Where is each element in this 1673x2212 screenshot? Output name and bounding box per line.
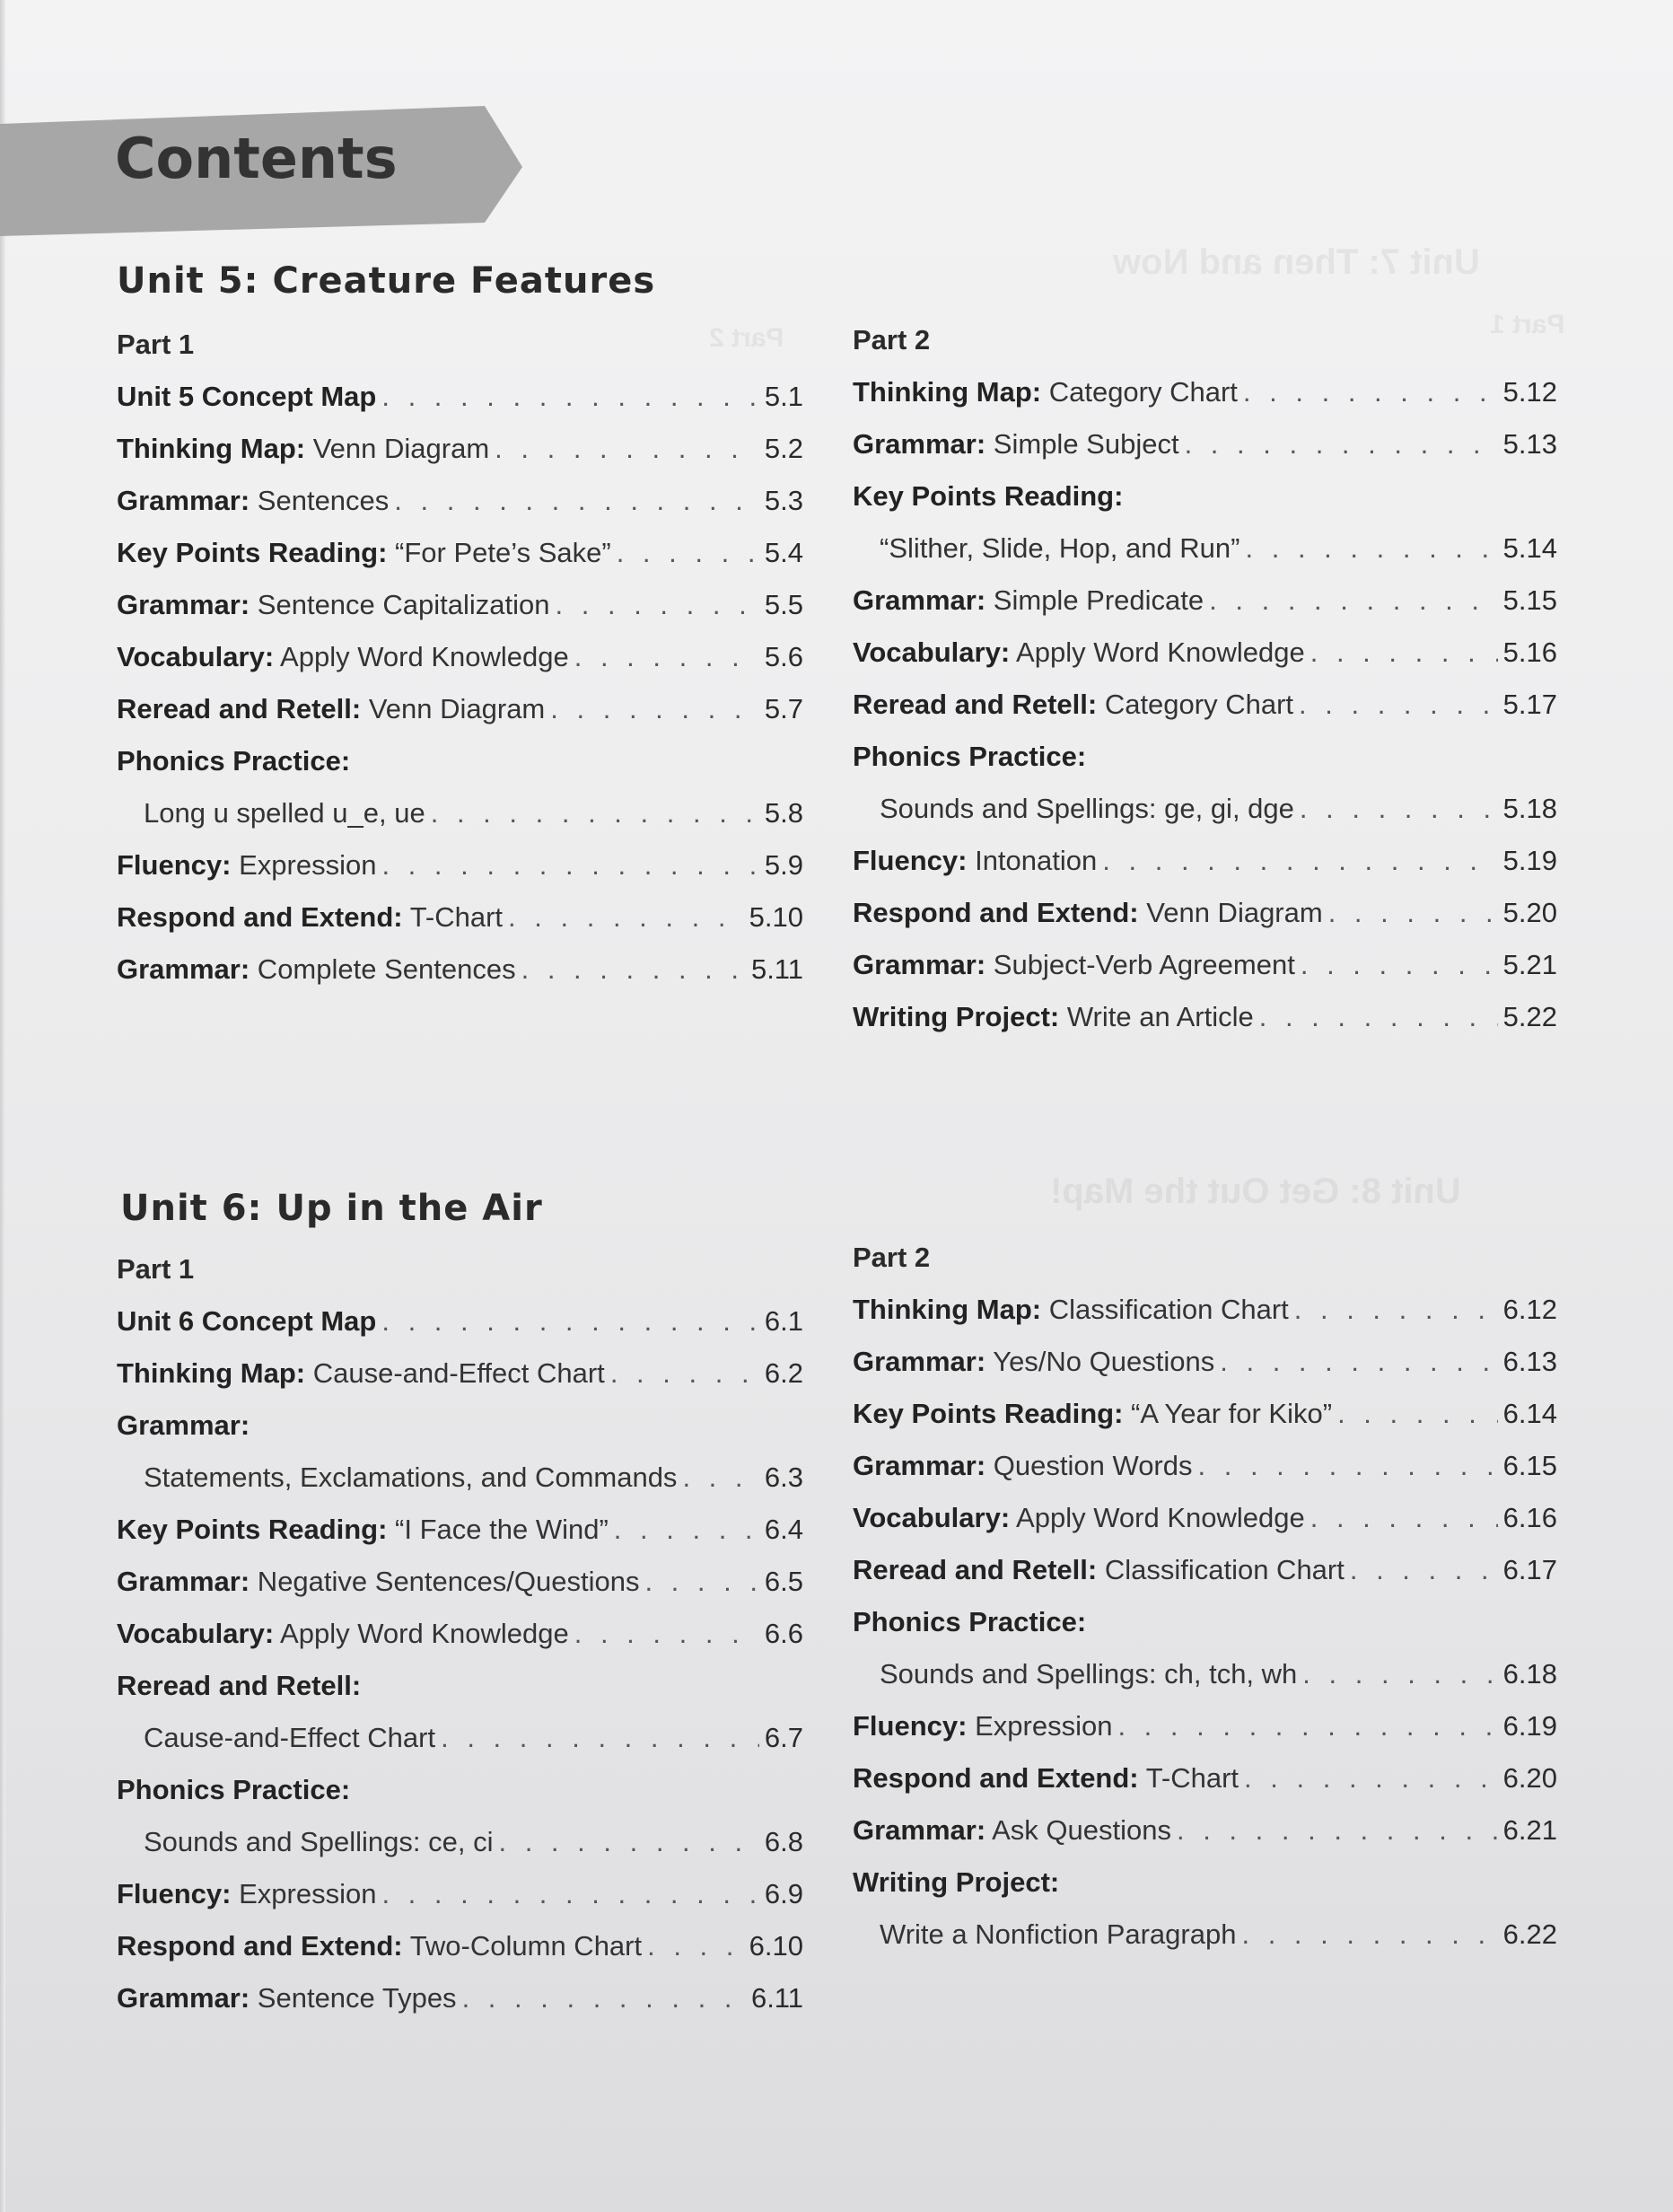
show-through-part2: Part 2: [709, 323, 784, 353]
toc-entry-title: [117, 1608, 569, 1660]
page-number: 5.18: [1502, 793, 1557, 824]
dot-leader: [462, 1972, 746, 2024]
page-number: 6.22: [1502, 1918, 1557, 1950]
toc-entry[interactable]: [853, 887, 1557, 939]
toc-entry[interactable]: [117, 475, 803, 527]
page-number: 6.6: [764, 1618, 803, 1649]
dot-leader: [381, 839, 758, 891]
page-number: 5.1: [764, 381, 803, 412]
toc-entry-subtitle: Apply Word Knowledge: [274, 641, 569, 672]
toc-entry[interactable]: [853, 1544, 1557, 1596]
toc-entry-category: Grammar:: [117, 1566, 250, 1597]
toc-entry[interactable]: [853, 679, 1557, 731]
toc-entry[interactable]: [853, 1492, 1557, 1544]
toc-entry[interactable]: [853, 1284, 1557, 1336]
toc-entry-category: Reread and Retell:: [853, 1554, 1098, 1585]
toc-entry-title: [853, 939, 1295, 991]
show-through-part1: Part 1: [1490, 310, 1565, 339]
toc-entry[interactable]: [853, 1336, 1557, 1388]
dot-leader: [1299, 679, 1498, 731]
toc-entry[interactable]: [117, 631, 803, 683]
page-number: 6.16: [1502, 1502, 1557, 1533]
toc-entry-category: Reread and Retell:: [117, 1670, 362, 1701]
toc-entry-category: Thinking Map:: [853, 1294, 1042, 1325]
unit-6-part-2: [853, 1232, 1557, 1961]
toc-entry-category: Grammar:: [117, 953, 250, 985]
toc-entry[interactable]: [117, 423, 803, 475]
toc-entry-title: [117, 1504, 609, 1556]
dot-leader: [1102, 835, 1497, 887]
page-number: 5.5: [764, 589, 803, 620]
toc-entry[interactable]: [117, 1868, 803, 1920]
dot-leader: [495, 423, 759, 475]
toc-entry-subtitle: Venn Diagram: [361, 693, 546, 724]
toc-entry[interactable]: [117, 1295, 803, 1347]
toc-entry-category: Thinking Map:: [117, 1357, 306, 1389]
unit-5-title: Unit 5: Creature Features: [117, 260, 656, 302]
toc-entry-subtitle: Expression: [231, 1878, 377, 1909]
dot-leader: [1198, 1440, 1498, 1492]
toc-entry: [853, 1856, 1557, 1909]
dot-leader: [1302, 1648, 1497, 1700]
dot-leader: [1185, 418, 1498, 470]
toc-entry-subtitle: Sentence Types: [250, 1982, 457, 2014]
toc-entry[interactable]: [117, 787, 803, 839]
toc-entry-category: Grammar:: [853, 428, 986, 460]
toc-entry[interactable]: [853, 418, 1557, 470]
dot-leader: [498, 1816, 758, 1868]
toc-entry-subtitle: Intonation: [967, 845, 1098, 876]
toc-entry[interactable]: [117, 1452, 803, 1504]
toc-entry[interactable]: [853, 1388, 1557, 1440]
toc-entry-category: Respond and Extend:: [853, 1762, 1139, 1794]
toc-entry-category: Vocabulary:: [117, 1618, 275, 1649]
dot-leader: [431, 787, 759, 839]
unit-6-part-1: [117, 1243, 803, 2024]
toc-entry[interactable]: [117, 579, 803, 631]
dot-leader: [1350, 1544, 1498, 1596]
page-number: 6.21: [1502, 1814, 1557, 1846]
dot-leader: [1220, 1336, 1497, 1388]
part-label: Part 1: [117, 1253, 195, 1285]
toc-entry-title: [853, 731, 1086, 783]
part-label: Part 1: [117, 329, 195, 360]
page-number: 6.3: [764, 1462, 803, 1493]
page-number: 5.15: [1502, 584, 1557, 616]
page-number: 6.12: [1502, 1294, 1557, 1325]
toc-entry-title: [117, 944, 516, 996]
page-number: 6.9: [764, 1878, 803, 1909]
page-number: 5.7: [764, 693, 803, 724]
toc-entry-title: [853, 1336, 1214, 1388]
toc-entry-subtitle: “For Pete’s Sake”: [387, 537, 611, 568]
page-number: 6.8: [764, 1826, 803, 1857]
toc-entry-category: Grammar:: [853, 949, 986, 980]
toc-entry-title: [853, 1388, 1332, 1440]
toc-entry: [853, 470, 1557, 522]
dot-leader: [682, 1452, 758, 1504]
dot-leader: [617, 527, 759, 579]
toc-entry-category: Respond and Extend:: [853, 897, 1139, 928]
toc-entry: [117, 1660, 803, 1712]
page-number: 5.14: [1502, 532, 1557, 564]
toc-entry-category: Thinking Map:: [117, 433, 306, 464]
dot-leader: [1209, 575, 1498, 627]
toc-entry-category: Key Points Reading:: [117, 537, 388, 568]
show-through-unit8-title: Unit 8: Get Out the Map!: [1050, 1172, 1461, 1211]
dot-leader: [381, 1868, 758, 1920]
toc-entry-category: Phonics Practice:: [853, 741, 1087, 772]
toc-entry-category: Grammar:: [117, 1982, 250, 2014]
page-number: 5.2: [764, 433, 803, 464]
toc-entry-title: [117, 1452, 677, 1504]
toc-entry-subtitle: Two-Column Chart: [402, 1930, 643, 1962]
toc-entry[interactable]: [117, 1504, 803, 1556]
dot-leader: [1244, 1752, 1498, 1804]
dot-leader: [550, 683, 759, 735]
toc-entry-category: Key Points Reading:: [117, 1514, 388, 1545]
toc-entry-category: Fluency:: [117, 1878, 232, 1909]
toc-entry-category: Fluency:: [117, 849, 232, 881]
dot-leader: [574, 1608, 759, 1660]
page-number: 6.11: [750, 1982, 803, 2014]
toc-entry-title: [853, 366, 1238, 418]
dot-leader: [1259, 991, 1498, 1043]
toc-entry[interactable]: [117, 1816, 803, 1868]
toc-entry-title: [117, 891, 503, 944]
toc-entry-subtitle: Sentence Capitalization: [250, 589, 550, 620]
toc-entry-subtitle: Expression: [967, 1710, 1113, 1742]
unit-6-title: Unit 6: Up in the Air: [120, 1188, 543, 1229]
page-number: 5.12: [1502, 376, 1557, 408]
toc-entry-category: Grammar:: [853, 1346, 986, 1377]
toc-entry-category: Reread and Retell:: [853, 689, 1098, 720]
page-edge: [0, 0, 5, 2212]
toc-entry-title: [117, 423, 489, 475]
toc-entry-title: [117, 1816, 493, 1868]
toc-entry[interactable]: [853, 522, 1557, 575]
toc-entry-title: [853, 835, 1097, 887]
toc-entry-title: [117, 527, 611, 579]
dot-leader: [1300, 783, 1498, 835]
page-number: 5.10: [749, 901, 803, 933]
page-number: 5.8: [764, 797, 803, 829]
toc-entry-category: Phonics Practice:: [853, 1606, 1087, 1637]
part-label: Part 2: [853, 1242, 931, 1273]
dot-leader: [441, 1712, 759, 1764]
page-number: 5.22: [1502, 1001, 1557, 1032]
toc-entry[interactable]: [117, 527, 803, 579]
toc-entry-title: [853, 522, 1240, 575]
toc-entry-title: [117, 1400, 250, 1452]
toc-entry-category: Respond and Extend:: [117, 1930, 403, 1962]
toc-entry-title: [853, 1596, 1086, 1648]
page-number: 5.3: [764, 485, 803, 516]
toc-entry-subtitle: Yes/No Questions: [985, 1346, 1215, 1377]
toc-entry[interactable]: [853, 575, 1557, 627]
toc-entry-title: [853, 991, 1254, 1043]
toc-entry-title: [853, 1804, 1171, 1856]
toc-entry-subtitle: Apply Word Knowledge: [1010, 636, 1305, 668]
toc-entry-subtitle: Venn Diagram: [305, 433, 490, 464]
toc-entry-title: [853, 1856, 1059, 1909]
toc-entry-title: [117, 1556, 639, 1608]
toc-entry-title: [853, 783, 1294, 835]
toc-entry-title: [853, 418, 1179, 470]
toc-entry[interactable]: [117, 944, 803, 996]
toc-entry-title: [117, 787, 425, 839]
toc-entry-title: [853, 1284, 1289, 1336]
dot-leader: [1241, 1909, 1497, 1961]
dot-leader: [647, 1920, 744, 1972]
dot-leader: [381, 1295, 759, 1347]
dot-leader: [556, 579, 759, 631]
toc-entry-title: [853, 627, 1305, 679]
toc-entry[interactable]: [853, 1648, 1557, 1700]
toc-entry-category: Unit 5 Concept Map: [117, 381, 377, 412]
toc-entry-subtitle: T-Chart: [402, 901, 504, 933]
toc-entry-subtitle: Question Words: [985, 1450, 1193, 1481]
page-number: 6.15: [1502, 1450, 1557, 1481]
unit-5-part-1: [117, 319, 803, 996]
page-number: 6.1: [764, 1305, 803, 1337]
toc-entry[interactable]: [853, 939, 1557, 991]
toc-entry-category: Vocabulary:: [117, 641, 275, 672]
dot-leader: [1117, 1700, 1497, 1752]
toc-entry-category: Respond and Extend:: [117, 901, 403, 933]
toc-entry-subtitle: Sentences: [250, 485, 390, 516]
show-through-unit7-title: Unit 7: Then and Now: [1113, 242, 1480, 282]
unit-5-part-2: [853, 314, 1557, 1043]
toc-entry-category: Grammar:: [853, 1450, 986, 1481]
dot-leader: [1337, 1388, 1498, 1440]
toc-entry-subtitle: Cause-and-Effect Chart: [305, 1357, 605, 1389]
toc-entry-category: Grammar:: [853, 1814, 986, 1846]
page-number: 6.4: [764, 1514, 803, 1545]
toc-entry-category: Phonics Practice:: [117, 745, 351, 777]
toc-entry-category: Writing Project:: [853, 1866, 1060, 1898]
toc-entry-category: Vocabulary:: [853, 1502, 1011, 1533]
toc-entry-title: [117, 1920, 642, 1972]
toc-entry-category: Grammar:: [117, 1409, 250, 1441]
page-number: 5.21: [1502, 949, 1557, 980]
toc-entry[interactable]: [853, 783, 1557, 835]
toc-entry-title: [117, 735, 350, 787]
toc-entry-subtitle: Classification Chart: [1041, 1294, 1289, 1325]
toc-entry[interactable]: [117, 1712, 803, 1764]
toc-entry-title: [853, 1909, 1236, 1961]
dot-leader: [614, 1504, 759, 1556]
page-number: 5.11: [750, 953, 803, 985]
toc-entry-subtitle: Sounds and Spellings: ce, ci: [144, 1826, 494, 1857]
toc-entry-category: Reread and Retell:: [117, 693, 362, 724]
page-number: 6.19: [1502, 1710, 1557, 1742]
toc-entry-title: [853, 1752, 1239, 1804]
toc-entry-subtitle: T-Chart: [1138, 1762, 1239, 1794]
toc-entry-title: [117, 579, 550, 631]
toc-entry-title: [853, 1700, 1112, 1752]
dot-leader: [508, 891, 744, 944]
toc-entry-category: Grammar:: [853, 584, 986, 616]
toc-entry-category: Phonics Practice:: [117, 1774, 351, 1805]
toc-entry-subtitle: Complete Sentences: [250, 953, 516, 985]
page-number: 5.4: [764, 537, 803, 568]
toc-entry-title: [117, 631, 569, 683]
dot-leader: [394, 475, 759, 527]
toc-entry[interactable]: [853, 1909, 1557, 1961]
dot-leader: [1243, 366, 1498, 418]
toc-entry-title: [117, 1712, 435, 1764]
toc-entry-title: [117, 839, 376, 891]
toc-entry-subtitle: Negative Sentences/Questions: [250, 1566, 640, 1597]
toc-entry-category: Fluency:: [853, 845, 968, 876]
page-number: 6.20: [1502, 1762, 1557, 1794]
dot-leader: [1310, 1492, 1498, 1544]
page-number: 5.13: [1502, 428, 1557, 460]
page-number: 6.13: [1502, 1346, 1557, 1377]
toc-entry-title: [117, 1868, 376, 1920]
page-number: 5.9: [764, 849, 803, 881]
toc-entry-title: [117, 1764, 350, 1816]
toc-entry-subtitle: Category Chart: [1041, 376, 1238, 408]
toc-entry-category: Key Points Reading:: [853, 1398, 1124, 1429]
toc-entry-title: [853, 575, 1204, 627]
toc-entry-title: [117, 475, 389, 527]
toc-entry-title: [853, 1648, 1297, 1700]
toc-entry-title: [117, 371, 376, 423]
toc-entry-subtitle: Long u spelled u_e, ue: [144, 797, 425, 829]
toc-entry-category: Grammar:: [117, 589, 250, 620]
toc-entry-subtitle: Sounds and Spellings: ch, tch, wh: [880, 1658, 1298, 1690]
dot-leader: [381, 371, 759, 423]
toc-entry[interactable]: [853, 991, 1557, 1043]
toc-entry-subtitle: Expression: [231, 849, 377, 881]
toc-entry[interactable]: [853, 1700, 1557, 1752]
part-label: Part 2: [853, 324, 931, 356]
toc-entry-title: [117, 1295, 376, 1347]
page-number: 5.17: [1502, 689, 1557, 720]
toc-entry[interactable]: [853, 835, 1557, 887]
dot-leader: [1301, 939, 1498, 991]
toc-entry-title: [853, 1440, 1193, 1492]
toc-entry[interactable]: [117, 371, 803, 423]
toc-entry-title: [853, 1492, 1305, 1544]
dot-leader: [1310, 627, 1498, 679]
toc-entry: [853, 731, 1557, 783]
page-number: 6.7: [764, 1722, 803, 1753]
page-number: 5.16: [1502, 636, 1557, 668]
toc-entry-subtitle: “I Face the Wind”: [387, 1514, 609, 1545]
toc-entry-subtitle: Write a Nonfiction Paragraph: [880, 1918, 1237, 1950]
toc-entry: [853, 1596, 1557, 1648]
toc-entry[interactable]: [853, 1752, 1557, 1804]
dot-leader: [1294, 1284, 1498, 1336]
toc-entry: [117, 1764, 803, 1816]
dot-leader: [644, 1556, 758, 1608]
page-number: 5.6: [764, 641, 803, 672]
toc-entry: [117, 735, 803, 787]
toc-entry[interactable]: [853, 1440, 1557, 1492]
toc-entry-subtitle: Simple Predicate: [985, 584, 1204, 616]
toc-entry[interactable]: [117, 1972, 803, 2024]
dot-leader: [1328, 887, 1498, 939]
toc-entry-subtitle: Simple Subject: [985, 428, 1179, 460]
toc-entry-subtitle: Subject-Verb Agreement: [985, 949, 1295, 980]
toc-entry-subtitle: Apply Word Knowledge: [274, 1618, 569, 1649]
toc-entry-category: Key Points Reading:: [853, 480, 1124, 512]
toc-entry-title: [117, 1660, 361, 1712]
toc-entry-subtitle: “A Year for Kiko”: [1123, 1398, 1333, 1429]
toc-entry[interactable]: [117, 683, 803, 735]
toc-entry-title: [853, 679, 1293, 731]
toc-entry[interactable]: [117, 1920, 803, 1972]
toc-entry-subtitle: Statements, Exclamations, and Commands: [144, 1462, 678, 1493]
page-number: 6.14: [1502, 1398, 1557, 1429]
toc-entry-title: [117, 683, 545, 735]
page-title: Contents: [115, 126, 398, 191]
toc-entry[interactable]: [117, 1347, 803, 1400]
toc-entry-title: [853, 887, 1323, 939]
toc-entry-category: Vocabulary:: [853, 636, 1011, 668]
toc-entry[interactable]: [853, 1804, 1557, 1856]
toc-entry-category: Fluency:: [853, 1710, 968, 1742]
page-number: 6.10: [749, 1930, 803, 1962]
page-number: 6.5: [764, 1566, 803, 1597]
toc-entry-subtitle: Apply Word Knowledge: [1010, 1502, 1305, 1533]
toc-entry-title: [853, 470, 1123, 522]
toc-entry[interactable]: [117, 1608, 803, 1660]
dot-leader: [574, 631, 759, 683]
toc-entry[interactable]: [117, 1556, 803, 1608]
toc-entry-category: Thinking Map:: [853, 376, 1042, 408]
dot-leader: [521, 944, 746, 996]
toc-entry-subtitle: Venn Diagram: [1138, 897, 1323, 928]
page-number: 5.19: [1502, 845, 1557, 876]
page-number: 6.2: [764, 1357, 803, 1389]
dot-leader: [1177, 1804, 1498, 1856]
dot-leader: [1246, 522, 1498, 575]
page-number: 6.17: [1502, 1554, 1557, 1585]
toc-entry-category: Unit 6 Concept Map: [117, 1305, 377, 1337]
toc-entry-subtitle: Ask Questions: [985, 1814, 1171, 1846]
toc-entry-category: Grammar:: [117, 485, 250, 516]
toc-entry-category: Writing Project:: [853, 1001, 1060, 1032]
toc-entry-title: [853, 1544, 1345, 1596]
toc-entry-subtitle: Category Chart: [1097, 689, 1294, 720]
dot-leader: [610, 1347, 759, 1400]
toc-entry-subtitle: Write an Article: [1059, 1001, 1254, 1032]
toc-entry[interactable]: [853, 366, 1557, 418]
toc-entry[interactable]: [117, 891, 803, 944]
toc-entry-subtitle: Classification Chart: [1097, 1554, 1345, 1585]
toc-entry-title: [117, 1347, 605, 1400]
page-number: 5.20: [1502, 897, 1557, 928]
toc-entry: [117, 1400, 803, 1452]
toc-entry-subtitle: Sounds and Spellings: ge, gi, dge: [880, 793, 1294, 824]
toc-entry-subtitle: “Slither, Slide, Hop, and Run”: [880, 532, 1240, 564]
page-number: 6.18: [1502, 1658, 1557, 1690]
toc-entry-title: [117, 1972, 457, 2024]
toc-entry[interactable]: [853, 627, 1557, 679]
toc-entry[interactable]: [117, 839, 803, 891]
toc-entry-subtitle: Cause-and-Effect Chart: [144, 1722, 436, 1753]
